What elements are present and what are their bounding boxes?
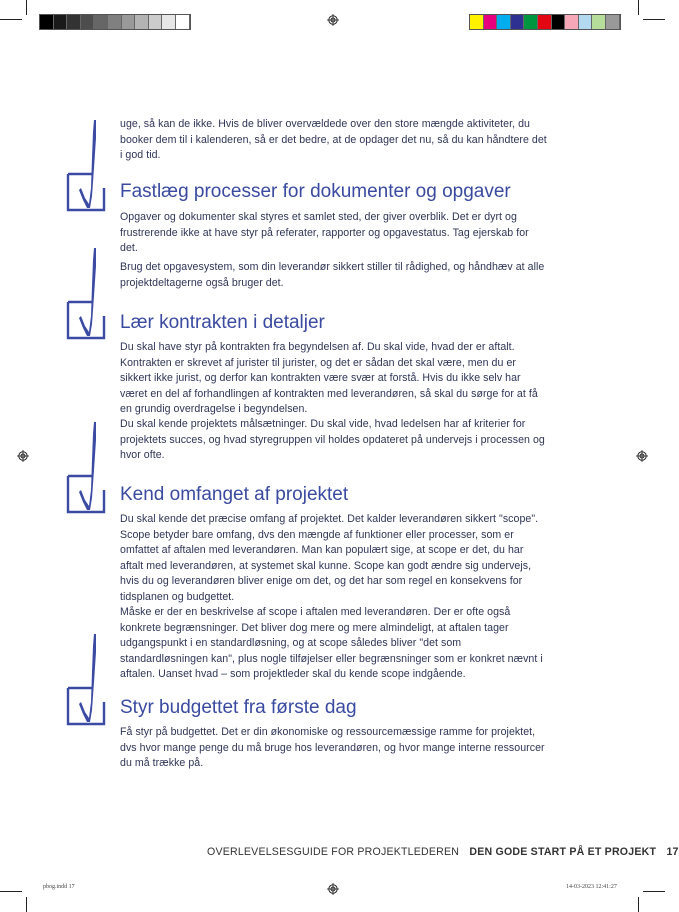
crop-mark	[643, 19, 665, 20]
footer-chapter: DEN GODE START PÅ ET PROJEKT	[469, 846, 657, 858]
crop-mark	[0, 19, 22, 20]
color-swatch	[135, 15, 149, 29]
color-swatch	[108, 15, 122, 29]
color-swatch	[81, 15, 95, 29]
color-swatch	[538, 15, 552, 29]
color-swatch	[565, 15, 579, 29]
color-swatch	[552, 15, 566, 29]
section-paragraph: Du skal have styr på kontrakten fra begyndelsen af. Du skal vide, hvad der er aftalt. Kontrakten er skrevet af jurister til jurister, og det er sådan det skal være, men du er sikkert ikke jurist, og derfor kan kontrakten være svær at forstå. Hvis du ikke selv har været en del af forhandlingen af kontrakten med leverandøren, så skal du sørge for at få en grundig overdragelse i begyndelsen.	[120, 341, 538, 416]
section-paragraph: Måske er der en beskrivelse af scope i aftalen med leverandøren. Der er ofte også konkrete begrænsninger. Det bliver dog mere og mere almindeligt, at aftalen tager udgangspunkt i en standardløsning, og at scope således bliver "det som standardløsningen kan", plus nogle tilføjelser eller begrænsninger som er konkret nævnt i aftalen. Uanset hvad – som projektleder skal du kende scope indgående.	[120, 606, 543, 681]
registration-mark-icon	[327, 14, 339, 26]
color-swatch	[470, 15, 484, 29]
crop-mark	[638, 897, 639, 912]
checkbox-check-icon	[65, 118, 107, 214]
crop-mark	[26, 897, 27, 912]
section-heading-processes: Fastlæg processer for dokumenter og opgaver	[120, 181, 511, 202]
checkbox-check-icon	[65, 632, 107, 728]
color-swatch	[484, 15, 498, 29]
page-number: 17	[666, 846, 679, 858]
registration-mark-icon	[327, 883, 339, 895]
footer-guide-name: OVERLEVELSESGUIDE FOR PROJEKTLEDEREN	[207, 846, 460, 858]
color-swatch	[176, 15, 190, 29]
color-swatch	[606, 15, 620, 29]
color-swatch	[149, 15, 163, 29]
color-swatch	[40, 15, 54, 29]
color-swatch	[54, 15, 68, 29]
section-paragraph: Du skal kende projektets målsætninger. Du skal vide, hvad ledelsen har af kriterier for projektets succes, og hvad styregruppen vil holdes opdateret på undervejs i processen og hvor ofte.	[120, 418, 545, 462]
intro-paragraph: uge, så kan de ikke. Hvis de bliver overvældede over den store mængde aktiviteter, du booker dem til i kalenderen, så er det bedre, at de opdager det nu, så du kan håndtere det i god tid.	[120, 118, 547, 162]
color-swatch	[94, 15, 108, 29]
color-swatch	[592, 15, 606, 29]
color-swatch	[511, 15, 525, 29]
color-swatch	[67, 15, 81, 29]
crop-mark	[0, 891, 22, 892]
registration-mark-icon	[17, 450, 29, 462]
section-heading-scope: Kend omfanget af projektet	[120, 484, 349, 505]
color-colorbar	[469, 14, 621, 30]
color-swatch	[122, 15, 136, 29]
slug-timestamp: 14-03-2023 12:41:27	[566, 884, 617, 890]
color-swatch	[524, 15, 538, 29]
section-paragraph: Brug det opgavesystem, som din leverandør sikkert stiller til rådighed, og håndhæv at alle projektdeltagerne også bruger det.	[120, 261, 545, 289]
registration-mark-icon	[636, 450, 648, 462]
crop-mark	[638, 0, 639, 15]
color-swatch	[162, 15, 176, 29]
section-paragraph: Opgaver og dokumenter skal styres et samlet sted, der giver overblik. Det er dyrt og frustrerende ikke at have styr på referater, rapporter og opgavestatus. Tag ejerskab for det.	[120, 211, 529, 255]
section-heading-contract: Lær kontrakten i detaljer	[120, 312, 325, 333]
crop-mark	[643, 891, 665, 892]
section-paragraph: Du skal kende det præcise omfang af projektet. Det kalder leverandøren sikkert "scope". Scope betyder bare omfang, dvs den mængde af funktioner eller processer, som er omfattet af aftalen med leverandøren. Man kan populært sige, at scope er det, du har aftalt med leverandøren, at systemet skal kunne. Scope kan godt ændre sig undervejs, hvis du og leverandøren bliver enige om det, og det har som regel en konsekvens for tidsplanen og budgettet.	[120, 513, 539, 603]
checkbox-check-icon	[65, 246, 107, 342]
checkbox-check-icon	[65, 420, 107, 516]
crop-mark	[26, 0, 27, 15]
slug-file: pbog.indd 17	[43, 884, 75, 890]
section-paragraph: Få styr på budgettet. Det er din økonomiske og ressourcemæssige ramme for projektet, dvs hvor mange penge du må bruge hos leverandøren, og hvor mange interne ressourcer du må trække på.	[120, 726, 545, 770]
grey-colorbar	[39, 14, 191, 30]
color-swatch	[579, 15, 593, 29]
page-footer	[207, 846, 679, 858]
color-swatch	[497, 15, 511, 29]
section-heading-budget: Styr budgettet fra første dag	[120, 697, 357, 718]
